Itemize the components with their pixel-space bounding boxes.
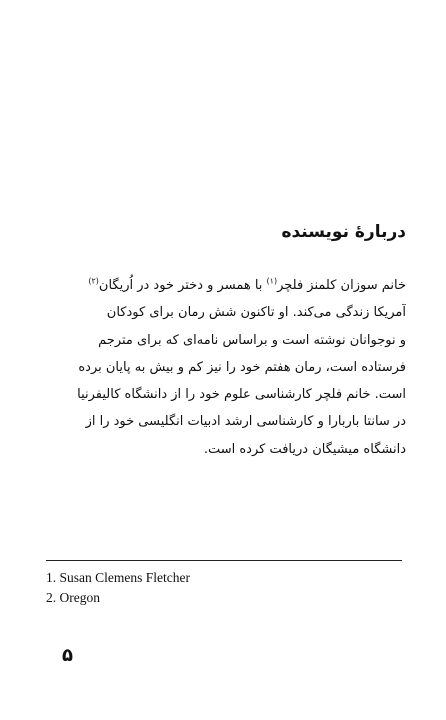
paragraph-line: است. خانم فلچر کارشناسی علوم خود را از دانشگاه کالیفرنیا — [77, 387, 406, 403]
paragraph-line — [48, 272, 406, 299]
footnotes — [46, 568, 402, 608]
footnote-item: 1. Susan Clemens Fletcher — [46, 570, 190, 585]
paragraph-line: دانشگاه میشیگان دریافت کرده است. — [203, 441, 406, 457]
paragraph-line: در سانتا باربارا و کارشناسی ارشد ادبیات انگلیسی خود را از — [85, 414, 406, 430]
paragraph-line: و نوجوانان نوشته است و براساس نامه‌ای که برای مترجم — [98, 332, 406, 348]
footnote-divider — [46, 560, 402, 561]
footnote-marker: (۲) — [88, 276, 99, 286]
page-number: ۵ — [62, 645, 73, 666]
paragraph-line: آمریکا زندگی می‌کند. او تاکنون شش رمان برای کودکان — [106, 305, 406, 321]
footnote-item: 2. Oregon — [46, 590, 100, 605]
line-text: با همسر و دختر خود در اُریگان — [98, 278, 267, 293]
paragraph-line: فرستاده است، رمان هفتم خود را نیز کم و بیش به پایان برده — [78, 359, 406, 375]
footnote-marker: (۱) — [266, 276, 278, 286]
body-paragraph — [48, 272, 406, 463]
line-text: خانم سوزان کلمنز فلچر — [277, 278, 406, 293]
section-heading: دربارهٔ نویسنده — [281, 222, 406, 242]
